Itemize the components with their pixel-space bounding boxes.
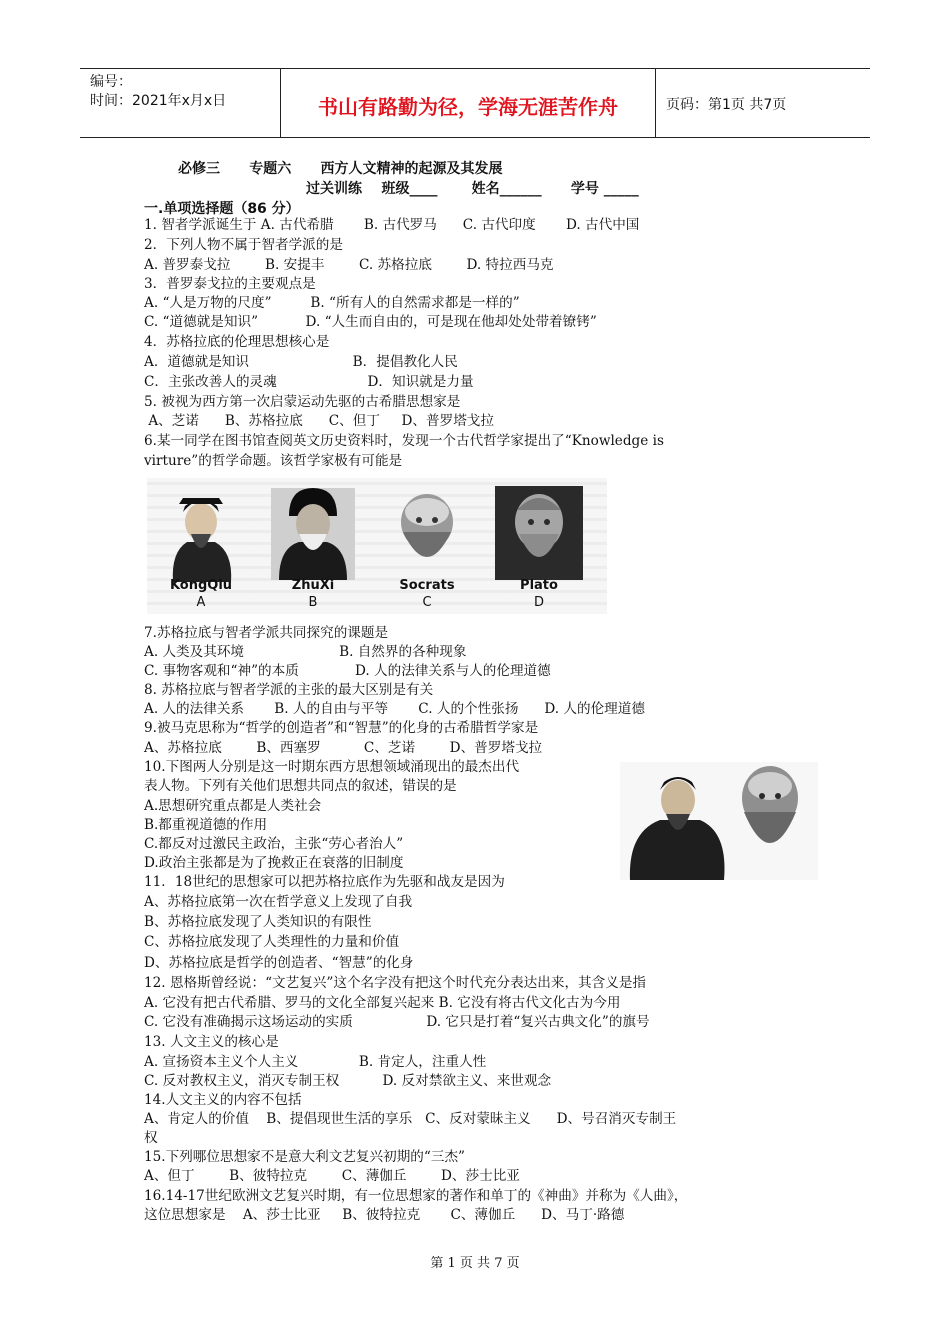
page-header xyxy=(80,68,870,138)
question-line: B、苏格拉底发现了人类知识的有限性 xyxy=(144,914,372,930)
header-page-info: 页码：第1页 共7页 xyxy=(666,97,787,113)
question-line: C. 事物客观和“神”的本质 D. 人的法律关系与人的伦理道德 xyxy=(144,663,551,679)
time-label: 时间：2021年x月x日 xyxy=(90,93,227,109)
socrates-bust xyxy=(379,482,475,582)
question-line: C. 反对教权主义，消灭专制王权 D. 反对禁欲主义、来世观念 xyxy=(144,1073,552,1089)
question-line: 7.苏格拉底与智者学派共同探究的课题是 xyxy=(144,625,389,641)
question-line: 1. 智者学派诞生于 A. 古代希腊 B. 古代罗马 C. 古代印度 D. 古代中国 xyxy=(144,217,640,233)
portrait-letter: D xyxy=(533,595,544,610)
question-line: A、肯定人的价值 B、提倡现世生活的享乐 C、反对蒙昧主义 D、号召消灭专制王 xyxy=(144,1111,677,1127)
question-line: A、苏格拉底 B、西塞罗 C、芝诺 D、普罗塔戈拉 xyxy=(144,740,543,756)
plato-bust xyxy=(491,482,587,582)
question-line: D.政治主张都是为了挽救正在衰落的旧制度 xyxy=(144,855,404,871)
question-line: 13. 人文主义的核心是 xyxy=(144,1034,279,1050)
question-line: 这位思想家是 A、莎士比亚 B、彼特拉克 C、薄伽丘 D、马丁·路德 xyxy=(144,1207,625,1223)
question-line: C、苏格拉底发现了人类理性的力量和价值 xyxy=(144,934,400,950)
question-line: 权 xyxy=(144,1130,158,1146)
question-line: C. “道德就是知识” D. “人生而自由的，可是现在他却处处带着镣铐” xyxy=(144,314,597,330)
portrait-letter: A xyxy=(196,595,206,610)
question-line: A. 普罗泰戈拉 B. 安提丰 C. 苏格拉底 D. 特拉西马克 xyxy=(144,257,554,273)
confucius-socrates-figure xyxy=(620,762,818,880)
question-line: 9.被马克思称为“哲学的创造者”和“智慧”的化身的古希腊哲学家是 xyxy=(144,720,539,736)
header-motto: 书山有路勤为径，学海无涯苦作舟 xyxy=(318,95,618,119)
document-title: 必修三 专题六 西方人文精神的起源及其发展 xyxy=(178,161,503,177)
question-line: 10.下图两人分别是这一时期东西方思想领域涌现出的最杰出代 xyxy=(144,759,520,775)
kongqiu-portrait xyxy=(153,482,249,582)
question-line: A. 它没有把古代希腊、罗马的文化全部复兴起来 B. 它没有将古代文化古为今用 xyxy=(144,995,621,1011)
question-line: A. 宣扬资本主义个人主义 B. 肯定人，注重人性 xyxy=(144,1054,487,1070)
question-line: C. 它没有准确揭示这场运动的实质 D. 它只是打着“复兴古典文化”的旗号 xyxy=(144,1014,650,1030)
confucius-socrates-illustration xyxy=(620,762,818,880)
question-line: 6.某一同学在图书馆查阅英文历史资料时，发现一个古代哲学家提出了“Knowledge is xyxy=(144,433,664,449)
question-line: 4．苏格拉底的伦理思想核心是 xyxy=(144,334,330,350)
question-line: 2．下列人物不属于智者学派的是 xyxy=(144,237,343,253)
question-line: A、芝诺 B、苏格拉底 C、但丁 D、普罗塔戈拉 xyxy=(144,413,494,429)
question-line: 15.下列哪位思想家不是意大利文艺复兴初期的“三杰” xyxy=(144,1149,465,1165)
question-line: A. 人类及其环境 B. 自然界的各种现象 xyxy=(144,644,467,660)
question-line: 16.14-17世纪欧洲文艺复兴时期，有一位思想家的著作和单丁的《神曲》并称为《人曲》， xyxy=(144,1188,688,1204)
header-meta xyxy=(90,73,280,111)
portraits-figure xyxy=(147,478,607,614)
question-line: D、苏格拉底是哲学的创造者、“智慧”的化身 xyxy=(144,955,414,971)
question-line: C．主张改善人的灵魂 D．知识就是力量 xyxy=(144,374,474,390)
portrait-letter: C xyxy=(422,595,432,610)
portrait-caption: Plato xyxy=(520,578,558,593)
question-line: C.都反对过激民主政治，主张“劳心者治人” xyxy=(144,836,404,852)
question-line: 12. 恩格斯曾经说：“文艺复兴”这个名字没有把这个时代充分表达出来，其含义是指 xyxy=(144,975,647,991)
question-line: A.思想研究重点都是人类社会 xyxy=(144,798,322,814)
header-divider xyxy=(655,69,656,137)
portrait-caption: ZhuXi xyxy=(291,578,335,593)
question-line: A、但丁 B、彼特拉克 C、薄伽丘 D、莎士比亚 xyxy=(144,1168,520,1184)
question-line: A. 人的法律关系 B. 人的自由与平等 C. 人的个性张扬 D. 人的伦理道德 xyxy=(144,701,645,717)
portrait-letter: B xyxy=(308,595,318,610)
question-line: 11．18世纪的思想家可以把苏格拉底作为先驱和战友是因为 xyxy=(144,874,505,890)
question-line: 5. 被视为西方第一次启蒙运动先驱的古希腊思想家是 xyxy=(144,394,461,410)
zhuxi-portrait xyxy=(265,482,361,582)
question-line: 14.人文主义的内容不包括 xyxy=(144,1092,302,1108)
question-line: A、苏格拉底第一次在哲学意义上发现了自我 xyxy=(144,894,413,910)
code-label: 编号： xyxy=(90,74,132,90)
section-title: 一.单项选择题（86 分） xyxy=(144,201,300,217)
question-line: 3．普罗泰戈拉的主要观点是 xyxy=(144,276,316,292)
question-line: B.都重视道德的作用 xyxy=(144,817,268,833)
question-line: A. “人是万物的尺度” B. “所有人的自然需求都是一样的” xyxy=(144,295,520,311)
portrait-caption: Socrats xyxy=(399,578,455,593)
question-line: 表人物。下列有关他们思想共同点的叙述，错误的是 xyxy=(144,778,457,794)
page-footer: 第 1 页 共 7 页 xyxy=(430,1256,520,1271)
question-line: virture”的哲学命题。该哲学家极有可能是 xyxy=(144,453,403,469)
question-line: A．道德就是知识 B．提倡教化人民 xyxy=(144,354,458,370)
question-line: 8. 苏格拉底与智者学派的主张的最大区别是有关 xyxy=(144,682,434,698)
document-subtitle: 过关训练 班级____ 姓名______ 学号 _____ xyxy=(306,181,639,197)
portrait-caption: KongQiu xyxy=(169,578,233,593)
